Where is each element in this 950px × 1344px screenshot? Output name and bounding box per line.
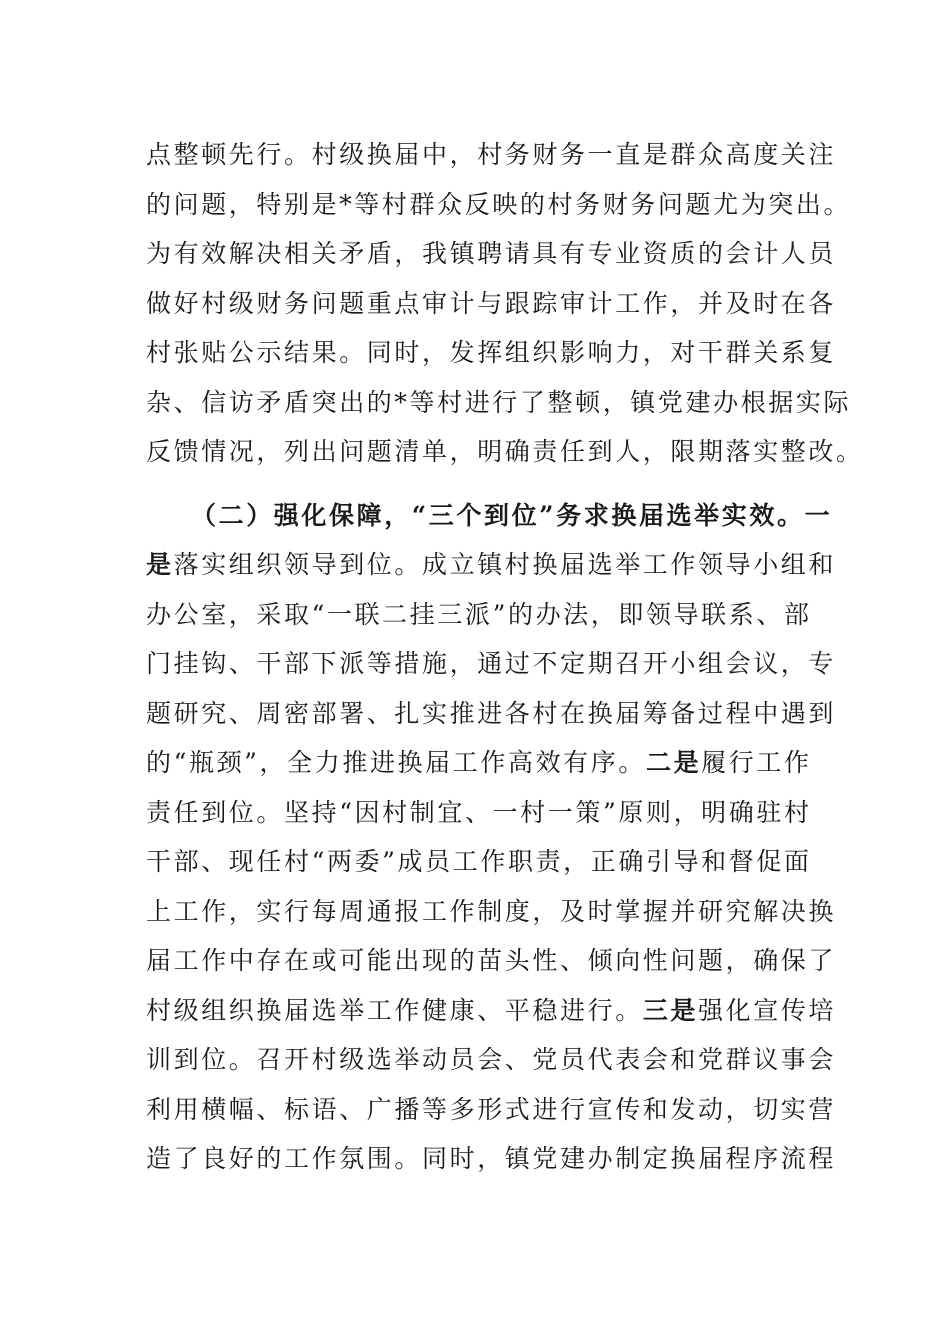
text-line: 训到位。召开村级选举动员会、党员代表会和党群议事会 [146,1045,837,1074]
text-run: 村级组织换届选举工作健康、平稳进行。 [146,995,643,1025]
text-line: 村张贴公示结果。同时，发挥组织影响力，对干群关系复 [146,338,837,367]
text-line: 上工作，实行每周通报工作制度，及时掌握并研究解决换 [146,896,837,926]
text-run: 的“瓶颈”，全力推进换届工作高效有序。 [146,748,646,777]
text-line: 造了良好的工作氛围。同时，镇党建办制定换届程序流程 [146,1144,837,1173]
text-line: 利用横幅、标语、广播等多形式进行宣传和发动，切实营 [146,1094,837,1124]
text-line: 为有效解决相关矛盾，我镇聘请具有专业资质的会计人员 [146,239,837,268]
section-heading-line [146,491,833,541]
text-line: 责任到位。坚持“因村制宜、一村一策”原则，明确驻村 [146,797,812,827]
text-line: 办公室，采取“一联二挂三派”的办法，即领导联系、部 [146,599,812,629]
item-marker: 三是 [642,995,699,1025]
text-run: 履行工作 [701,748,812,777]
text-line: 干部、现任村“两委”成员工作职责，正确引导和督促面 [146,847,812,876]
text-line: 点整顿先行。村级换届中，村务财务一直是群众高度关注 [146,140,837,169]
text-line: 的问题，特别是*等村群众反映的村务财务问题尤为突出。 [146,189,852,219]
document-body [146,130,864,1184]
text-run: 落实组织领导到位。成立镇村换届选举工作领导小组和 [173,550,837,579]
item-marker: 二是 [645,748,702,777]
text-line [146,738,812,788]
text-line: 杂、信访矛盾突出的*等村进行了整顿，镇党建办根据实际 [146,387,852,417]
text-run: 强化宣传培 [698,995,837,1025]
section-heading: （二）强化保障，“三个到位”务求换届选举实效。 [191,500,805,530]
text-line: 反馈情况，列出问题清单，明确责任到人，限期落实整改。 [146,437,864,466]
item-marker: 一 [804,500,833,530]
text-line [146,540,837,590]
text-line: 门挂钩、干部下派等措施，通过不定期召开小组会议，专 [146,649,837,678]
text-line: 做好村级财务问题重点审计与跟踪审计工作，并及时在各 [146,288,837,318]
text-line: 届工作中存在或可能出现的苗头性、倾向性问题，确保了 [146,946,837,975]
text-line [146,986,837,1036]
item-marker: 是 [146,550,174,579]
text-line: 题研究、周密部署、扎实推进各村在换届筹备过程中遇到 [146,698,837,728]
